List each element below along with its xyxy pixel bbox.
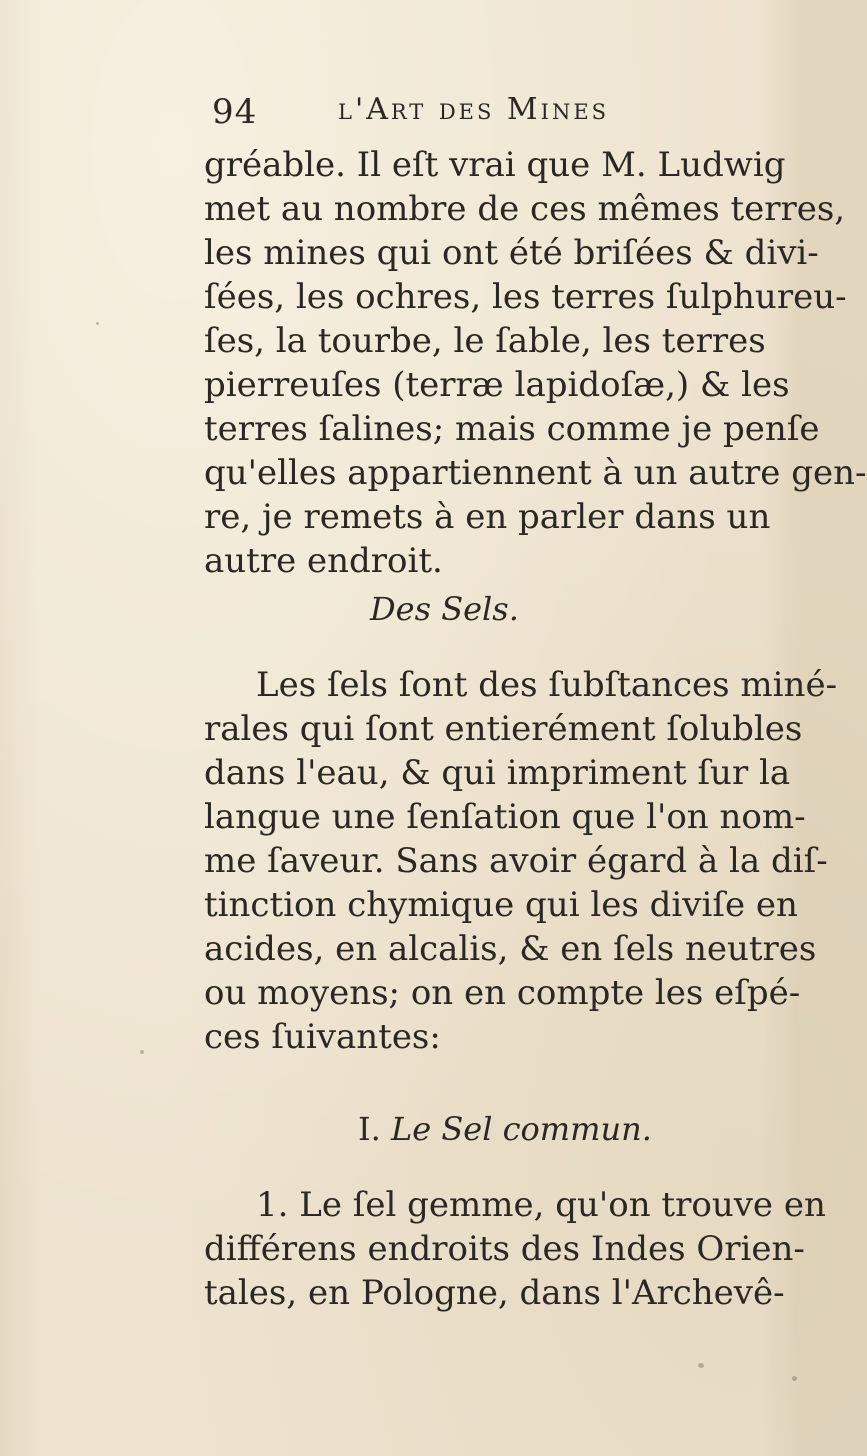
text-line: me ſaveur. Sans avoir égard à la diſ- — [204, 841, 828, 881]
text-line: gréable. Il eſt vrai que M. Ludwig — [204, 145, 786, 185]
text-line: acides, en alcalis, & en ſels neutres — [204, 929, 817, 969]
text-line: ces ſuivantes: — [204, 1017, 441, 1057]
text-line: pierreuſes (terræ lapidoſæ,) & les — [204, 365, 790, 405]
text-line: ſées, les ochres, les terres ſulphureu- — [204, 277, 847, 317]
text-line: terres ſalines; mais comme je penſe — [204, 409, 820, 449]
text-line: autre endroit. — [204, 541, 443, 581]
text-line: ou moyens; on en compte les eſpé- — [204, 973, 801, 1013]
text-line: ſes, la tourbe, le ſable, les terres — [204, 321, 766, 361]
page-number: 94 — [212, 92, 258, 132]
subheading-title: Le Sel commun. — [390, 1110, 652, 1148]
page-header — [0, 90, 800, 140]
text-line: 1. Le ſel gemme, qu'on trouve en — [256, 1185, 826, 1225]
text-line: rales qui ſont entierément ſolubles — [204, 709, 803, 749]
text-line: met au nombre de ces mêmes terres, — [204, 189, 846, 229]
text-line: différens endroits des Indes Orien- — [204, 1229, 805, 1269]
text-line: langue une ſenſation que l'on nom- — [204, 797, 806, 837]
text-line: re, je remets à en parler dans un — [204, 497, 771, 537]
subheading — [358, 1110, 652, 1148]
text-line: dans l'eau, & qui impriment ſur la — [204, 753, 791, 793]
text-line: Les ſels ſont des ſubſtances miné- — [256, 665, 838, 705]
section-heading: Des Sels. — [370, 590, 519, 628]
running-title: l'Art des Mines — [338, 92, 610, 127]
subheading-numeral: I. — [358, 1110, 381, 1148]
text-line: les mines qui ont été briſées & divi- — [204, 233, 819, 273]
text-line: qu'elles appartiennent à un autre gen- — [204, 453, 867, 493]
text-line: tales, en Pologne, dans l'Archevê- — [204, 1273, 785, 1313]
text-line: tinction chymique qui les diviſe en — [204, 885, 798, 925]
